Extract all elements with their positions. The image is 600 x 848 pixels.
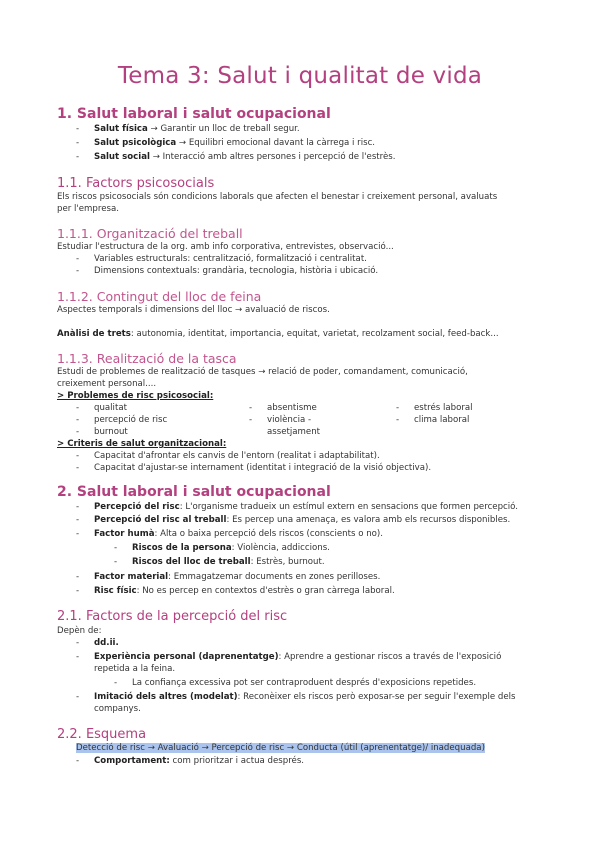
list-item: violència - [267,415,312,425]
problems-label: > Problemes de risc psicosocial: [57,391,214,401]
section-1-1-heading: 1.1. Factors psicosocials [57,176,215,191]
bullet-dash: - [76,254,80,264]
list-item: absentisme [267,403,317,413]
paragraph: Estudi de problemes de realització de tasques → relació de poder, comandament, comunicació, [57,367,468,377]
list-item: Salut psicològica → Equilibri emocional davant la càrrega i risc. [94,138,376,148]
section-2-2-heading: 2.2. Esquema [57,727,147,742]
list-item: Percepció del risc al treball: Es percep una amenaça, es valora amb els recursos disponibles. [94,515,511,525]
criteris-label: > Criteris de salut organitzacional: [57,439,227,449]
bullet-dash: - [76,451,80,461]
paragraph: Estudiar l'estructura de la org. amb info corporativa, entrevistes, observació... [57,242,394,252]
bullet-dash: - [76,124,80,134]
bullet-dash: - [76,427,80,437]
bullet-dash: - [396,403,400,413]
list-item: burnout [94,427,128,437]
bullet-dash: - [76,586,80,596]
bullet-dash: - [76,572,80,582]
list-item: La confiança excessiva pot ser contraproduent després d'exposicions repetides. [132,678,477,688]
list-item: Salut social → Interacció amb altres persones i percepció de l'estrès. [94,152,396,162]
section-2-1-heading: 2.1. Factors de la percepció del risc [57,609,288,624]
section-2-heading: 2. Salut laboral i salut ocupacional [57,484,331,500]
bullet-dash: - [76,529,80,539]
list-item: percepció de risc [94,415,168,425]
list-item: Imitació dels altres (modelat): Reconèixer els riscos però exposar-se per seguir l'exemple dels [94,692,516,702]
list-item: Variables estructurals: centralització, formalització i centralitat. [94,254,367,264]
list-item: Capacitat d'afrontar els canvis de l'entorn (realitat i adaptabilitat). [94,451,380,461]
paragraph: Els riscos psicosocials són condicions laborals que afecten el benestar i creixement personal, avaluats [57,192,498,202]
list-item: dd.ii. [94,638,119,648]
list-item: Factor material: Emmagatzemar documents en zones perilloses. [94,572,381,582]
list-item-continuation: companys. [94,704,141,714]
list-item: Riscos del lloc de treball: Estrès, burnout. [132,557,325,567]
list-item-continuation: assetjament [267,427,321,437]
bullet-dash: - [114,543,118,553]
list-item-continuation: repetida a la feina. [94,664,176,674]
paragraph: creixement personal.... [57,379,157,389]
bullet-dash: - [76,756,80,766]
paragraph: Anàlisi de trets: autonomia, identitat, importancia, equitat, varietat, recolzament social, feed-back... [57,329,499,339]
bullet-dash: - [76,415,80,425]
bullet-dash: - [76,463,80,473]
section-1-heading: 1. Salut laboral i salut ocupacional [57,106,331,122]
list-item: Risc físic: No es percep en contextos d'estrès o gran càrrega laboral. [94,586,395,596]
bullet-dash: - [249,403,253,413]
list-item: Percepció del risc: L'organisme tradueix un estímul extern en sensacions que formen percepció. [94,502,518,512]
paragraph: Aspectes temporals i dimensions del lloc → avaluació de riscos. [57,305,330,315]
bullet-dash: - [76,652,80,662]
bullet-dash: - [249,415,253,425]
list-item: Experiència personal (daprenentatge): Aprendre a gestionar riscos a través de l'exposició [94,652,502,662]
bullet-dash: - [76,266,80,276]
bullet-dash: - [76,502,80,512]
bullet-dash: - [76,515,80,525]
bullet-dash: - [396,415,400,425]
list-item: Capacitat d'ajustar-se internament (identitat i integració de la visió objectiva). [94,463,432,473]
paragraph: Depèn de: [57,626,102,636]
list-item: clima laboral [414,415,470,425]
list-item: Salut física → Garantir un lloc de treball segur. [94,124,300,134]
list-item: Factor humà: Alta o baixa percepció dels riscos (conscients o no). [94,529,383,539]
bullet-dash: - [114,678,118,688]
bullet-dash: - [114,557,118,567]
section-1-1-3-heading: 1.1.3. Realització de la tasca [57,351,237,366]
list-item: Comportament: com prioritzar i actua després. [94,756,305,766]
bullet-dash: - [76,638,80,648]
list-item: estrés laboral [414,403,473,413]
bullet-dash: - [76,152,80,162]
page-title: Tema 3: Salut i qualitat de vida [117,63,483,89]
bullet-dash: - [76,692,80,702]
paragraph: per l'empresa. [57,204,119,214]
list-item: Dimensions contextuals: grandària, tecnologia, història i ubicació. [94,266,379,276]
section-1-1-2-heading: 1.1.2. Contingut del lloc de feina [57,289,262,304]
list-item: Riscos de la persona: Violència, addiccions. [132,543,330,553]
schema-highlight: Detecció de risc → Avaluació → Percepció de risc → Conducta (útil (aprenentatge)/ inadequada) [76,743,485,753]
list-item: qualitat [94,403,127,413]
bullet-dash: - [76,403,80,413]
section-1-1-1-heading: 1.1.1. Organització del treball [57,226,243,241]
bullet-dash: - [76,138,80,148]
